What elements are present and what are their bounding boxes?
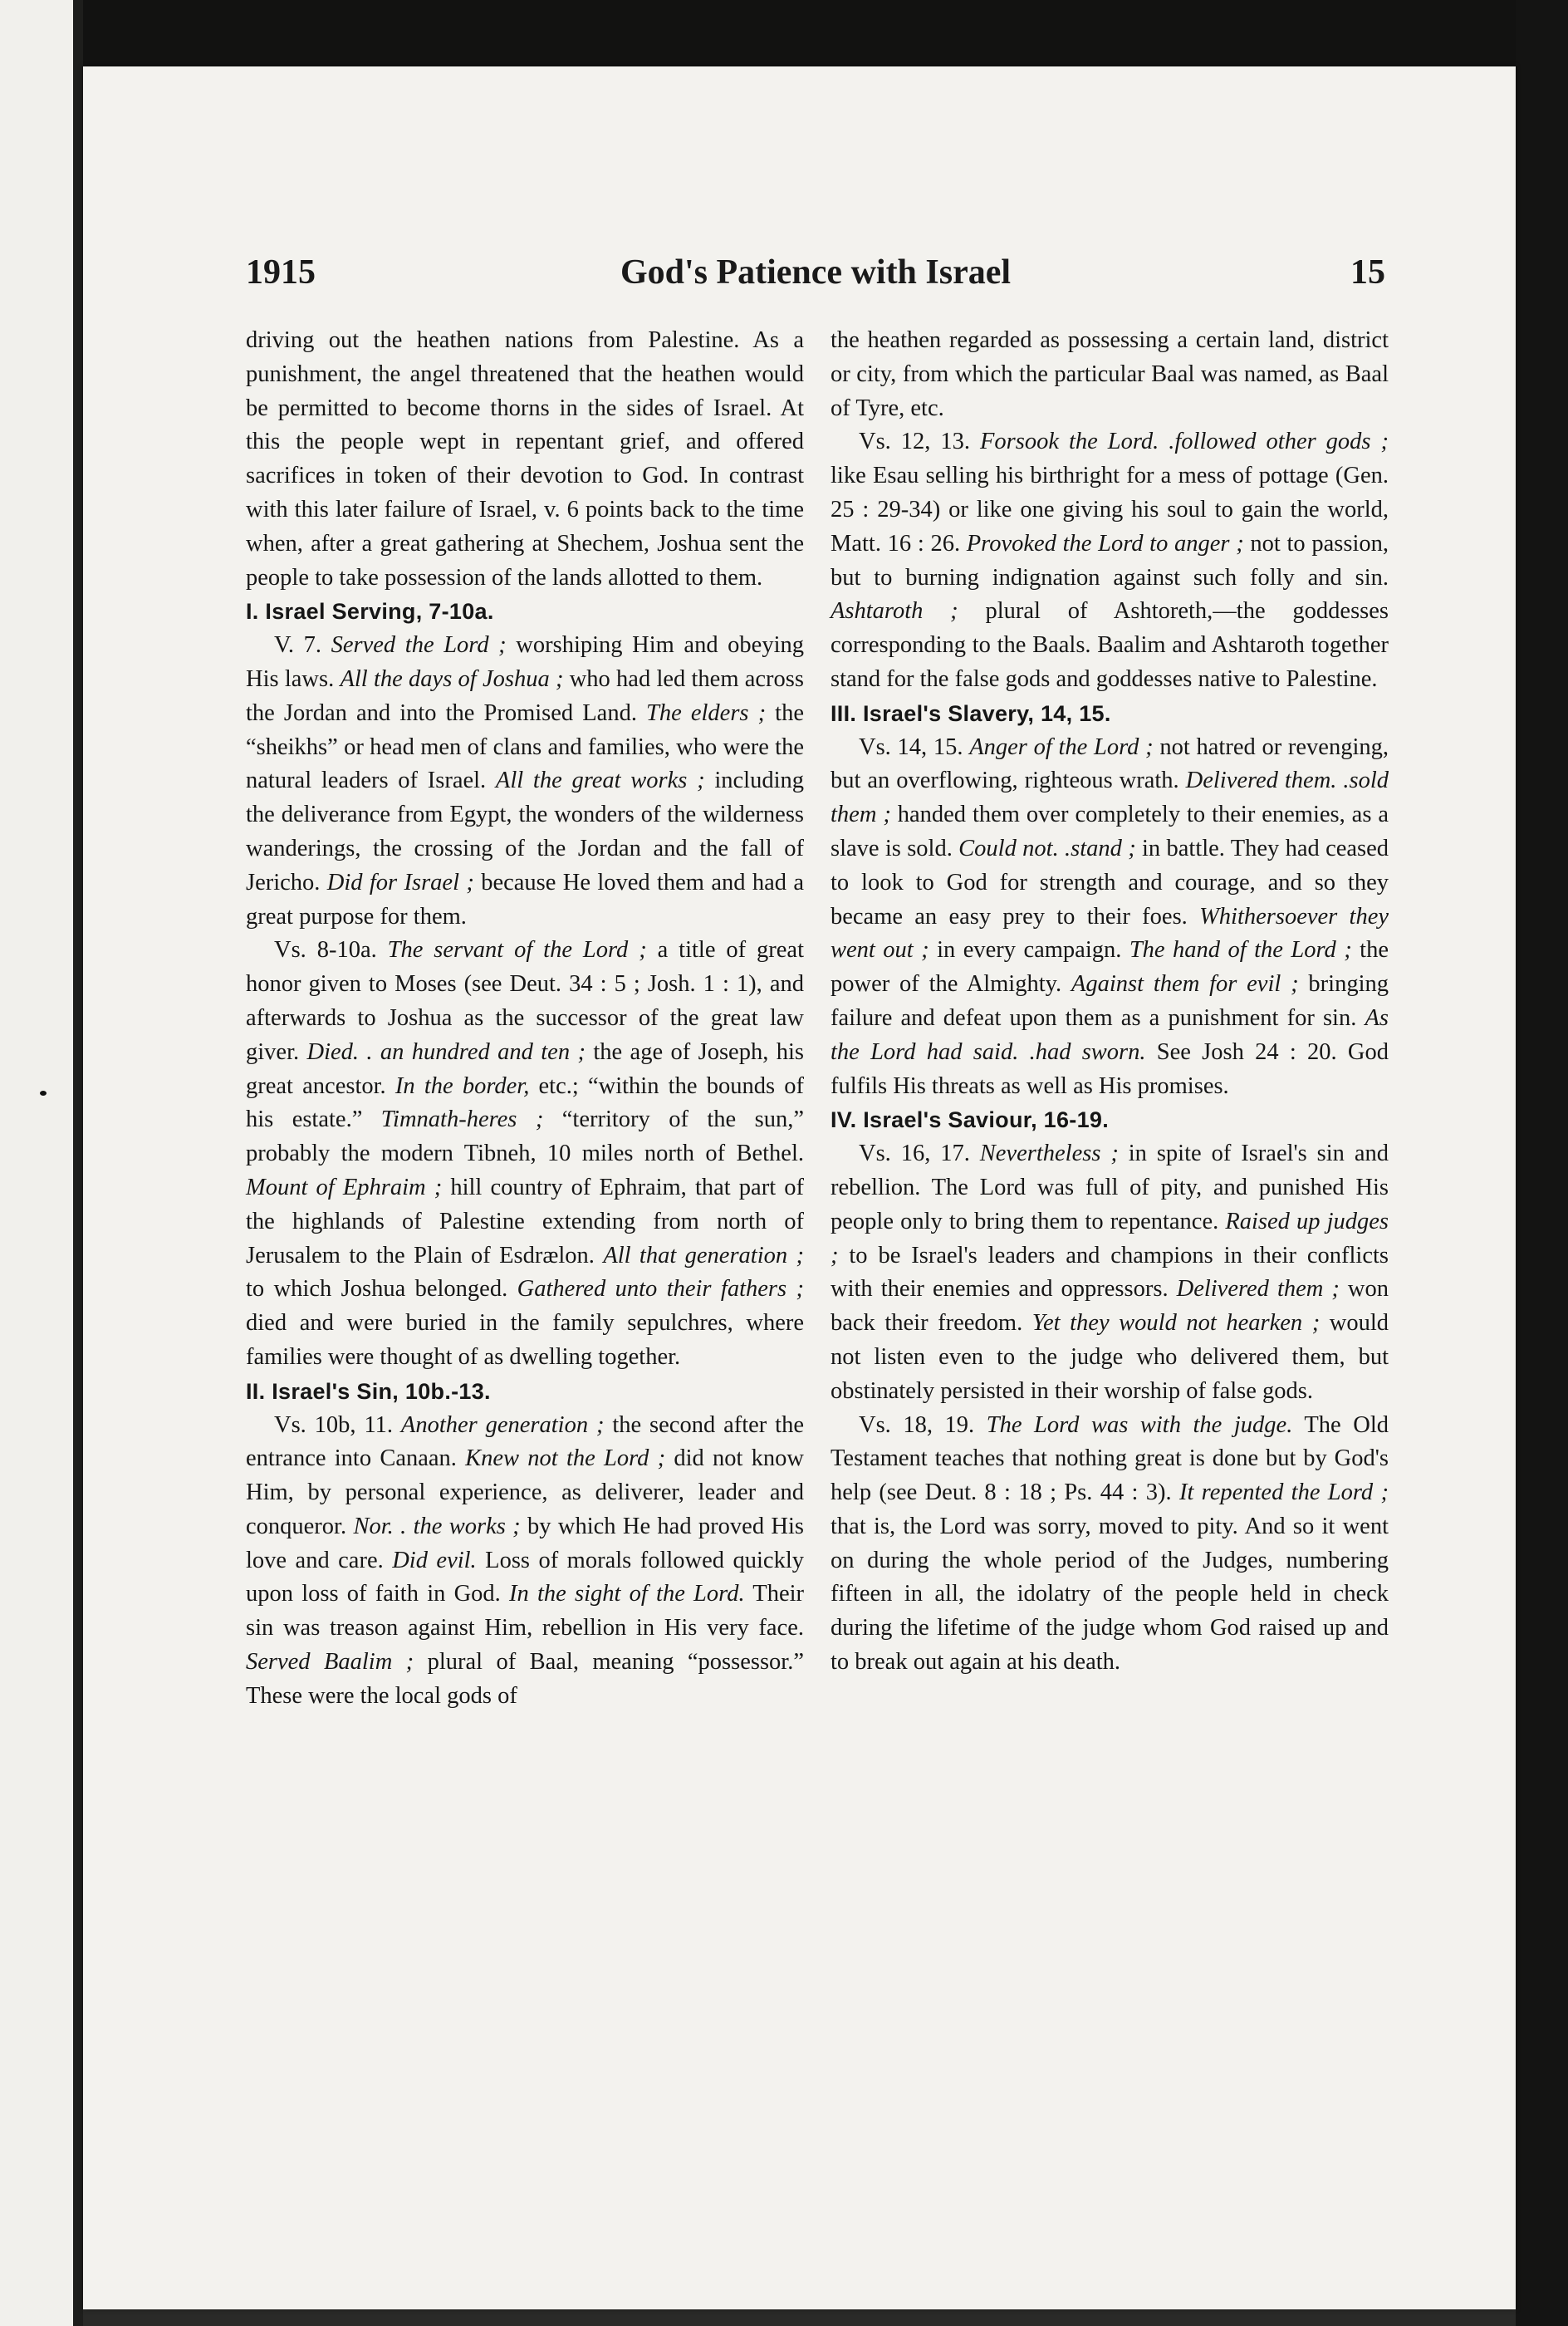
text-run: including the deliverance from Egypt, the wonders of the wilderness wanderings, the crossing of the Jordan and the fall of Jericho. — [246, 768, 804, 896]
page-number: 15 — [1350, 253, 1385, 292]
text-run: that is, the Lord was sorry, moved to pity. And so it went on during the whole period of the Judges, numbering fifteen in all, the idolatry of the people held in check during the lifetime of the judge whom God raised up and to break out again at his death. — [831, 1513, 1389, 1676]
text-run: in battle. They had ceased to look to God for strength and courage, and so they became an easy prey to their foes. — [831, 835, 1389, 930]
header-year: 1915 — [246, 253, 316, 292]
text-run: who had led them across the Jordan and into the Promised Land. — [246, 665, 804, 726]
text-run: died and were buried in the family sepulchres, where families were thought of as dwelling together. — [246, 1310, 804, 1370]
text-run: Vs. 16, 17. — [859, 1141, 980, 1167]
text-run: etc.; “within the bounds of his estate.” — [246, 1072, 804, 1133]
italic-term: Knew not the Lord ; — [465, 1445, 666, 1472]
italic-term: The elders ; — [646, 699, 767, 726]
italic-term: Yet they would not hearken ; — [1031, 1310, 1321, 1337]
italic-term: Served Baalim ; — [246, 1649, 414, 1676]
paragraph — [831, 731, 1389, 1104]
section-heading: IV. Israel's Saviour, 16-19. — [831, 1107, 1110, 1133]
italic-term: As the Lord had said. .had sworn. — [831, 1004, 1389, 1065]
text-run: like Esau selling his birthright for a mess of pottage (Gen. 25 : 29-34) or like one giving his soul to gain the world, Matt. 16 : 26. — [831, 463, 1389, 557]
italic-term: Gathered unto their fathers ; — [517, 1276, 804, 1303]
text-run: worshiping Him and obeying His laws. — [246, 632, 804, 692]
paragraph — [831, 425, 1389, 696]
paragraph — [831, 1409, 1389, 1680]
italic-term: Delivered them. .sold them ; — [831, 768, 1389, 828]
header-title: God's Patience with Israel — [620, 253, 1012, 292]
text-run: to which Joshua belonged. — [246, 1276, 517, 1303]
italic-term: Raised up judges ; — [831, 1208, 1389, 1269]
text-run: Loss of morals followed quickly upon loss of faith in God. — [246, 1547, 804, 1607]
text-run: a title of great honor given to Moses (see Deut. 34 : 5 ; Josh. 1 : 1), and afterwards to Joshua as the successor of the great law giver. — [246, 937, 805, 1065]
scan-border-right — [1516, 0, 1568, 2326]
italic-term: Against them for evil ; — [1071, 971, 1299, 998]
italic-term: Forsook the Lord. .followed other gods ; — [980, 429, 1389, 455]
paragraph: the heathen regarded as possessing a certain land, district or city, from which the particular Baal was named, as Baal of Tyre, etc. — [831, 327, 1389, 421]
italic-term: All the great works ; — [495, 768, 705, 794]
text-run: not to passion, but to burning indignation against such folly and sin. — [831, 530, 1389, 591]
italic-term: Mount of Ephraim ; — [246, 1174, 443, 1200]
italic-term: Did for Israel ; — [326, 869, 474, 896]
section-heading: III. Israel's Slavery, 14, 15. — [831, 700, 1111, 726]
text-run: Their sin was treason against Him, rebellion in His very face. — [246, 1581, 804, 1641]
text-run: plural of Ashtoreth,—the goddesses corresponding to the Baals. Baalim and Ashtaroth together stand for the false gods and goddesses native to Palestine. — [831, 598, 1389, 692]
text-run: hill country of Ephraim, that part of the highlands of Palestine extending from north of Jerusalem to the Plain of Esdrælon. — [246, 1174, 804, 1269]
italic-term: Died. . an hundred and ten ; — [306, 1038, 586, 1065]
italic-term: The servant of the Lord ; — [387, 937, 647, 964]
text-run: Vs. 10b, 11. — [274, 1411, 401, 1438]
text-run: plural of Baal, meaning “possessor.” These were the local gods of — [246, 1649, 805, 1709]
italic-term: Ashtaroth ; — [831, 598, 958, 625]
italic-term: In the border, — [394, 1072, 530, 1099]
italic-term: Anger of the Lord ; — [969, 734, 1154, 760]
section-heading: I. Israel Serving, 7-10a. — [246, 599, 494, 625]
text-run: would not listen even to the judge who delivered them, but obstinately persisted in their worship of false gods. — [831, 1310, 1389, 1404]
running-header — [246, 253, 1385, 302]
italic-term: In the sight of the Lord. — [509, 1581, 745, 1607]
section-heading: II. Israel's Sin, 10b.-13. — [246, 1378, 491, 1404]
page-edge-shadow — [73, 0, 83, 2326]
paragraph — [246, 1409, 804, 1714]
text-run: bringing failure and defeat upon them as a punishment for sin. — [831, 971, 1389, 1031]
italic-term: All that generation ; — [603, 1242, 804, 1269]
scan-margin-left — [0, 0, 83, 2326]
text-run: Vs. 18, 19. — [859, 1411, 987, 1438]
italic-term: The Lord was with the judge. — [986, 1411, 1293, 1438]
text-run: V. 7. — [274, 632, 331, 659]
italic-term: Timnath-heres ; — [380, 1107, 544, 1133]
italic-term: Delivered them ; — [1176, 1276, 1340, 1303]
text-run: The Old Testament teaches that nothing great is done but by God's help (see Deut. 8 : 18 ; Ps. 44 : 3). — [831, 1411, 1389, 1506]
text-run: the second after the entrance into Canaan. — [246, 1411, 804, 1472]
right-column — [831, 324, 1389, 1680]
italic-term: Served the Lord ; — [331, 632, 507, 659]
text-run: in every campaign. — [929, 937, 1129, 964]
italic-term: Nevertheless ; — [979, 1141, 1119, 1167]
text-run: because He loved them and had a great purpose for them. — [246, 869, 804, 930]
text-run: not hatred or revenging, but an overflowing, righteous wrath. — [831, 734, 1389, 794]
italic-term: Another generation ; — [400, 1411, 605, 1438]
paragraph — [831, 1137, 1389, 1408]
text-run: to be Israel's leaders and champions in their conflicts with their enemies and oppressors. — [831, 1242, 1389, 1303]
text-run: the “sheikhs” or head men of clans and families, who were the natural leaders of Israel. — [246, 699, 804, 794]
paragraph: driving out the heathen nations from Palestine. As a punishment, the angel threatened that the heathen would be permitted to become thorns in the sides of Israel. At this the people wept in repentant grief, and offered sacrifices in token of their devotion to God. In contrast with this later failure of Israel, v. 6 points back to the time when, after a great gathering at Shechem, Joshua sent the people to take possession of the lands allotted to them. — [246, 327, 804, 591]
text-run: Vs. 12, 13. — [859, 429, 980, 455]
text-run: the power of the Almighty. — [831, 937, 1389, 998]
text-run: by which He had proved His love and care. — [246, 1513, 805, 1573]
italic-term: Did evil. — [392, 1547, 477, 1573]
italic-term: Provoked the Lord to anger ; — [966, 530, 1244, 557]
paragraph — [246, 934, 804, 1374]
text-run: Vs. 8-10a. — [274, 937, 388, 964]
italic-term: All the days of Joshua ; — [340, 665, 564, 692]
italic-term: It repented the Lord ; — [1178, 1480, 1389, 1506]
italic-term: Could not. .stand ; — [958, 835, 1136, 861]
text-run: the age of Joseph, his great ancestor. — [246, 1038, 804, 1099]
text-run: “territory of the sun,” probably the modern Tibneh, 10 miles north of Bethel. — [246, 1107, 805, 1167]
italic-term: Whithersoever they went out ; — [831, 903, 1389, 964]
italic-term: Nor. . the works ; — [353, 1513, 521, 1539]
text-run: won back their freedom. — [831, 1276, 1389, 1337]
text-run: in spite of Israel's sin and rebellion. The Lord was full of pity, and punished His people only to bring them to repentance. — [831, 1141, 1389, 1234]
italic-term: The hand of the Lord ; — [1129, 937, 1352, 964]
text-run: handed them over completely to their enemies, as a slave is sold. — [831, 802, 1389, 861]
scan-border-top — [83, 0, 1516, 66]
text-run: See Josh 24 : 20. God fulfils His threats as well as His promises. — [831, 1038, 1389, 1099]
paragraph — [246, 629, 804, 934]
text-run: Vs. 14, 15. — [859, 734, 970, 760]
text-run: did not know Him, by personal experience, as deliverer, leader and conqueror. — [246, 1445, 805, 1539]
left-column — [246, 324, 804, 1714]
scan-speck — [40, 1091, 47, 1096]
